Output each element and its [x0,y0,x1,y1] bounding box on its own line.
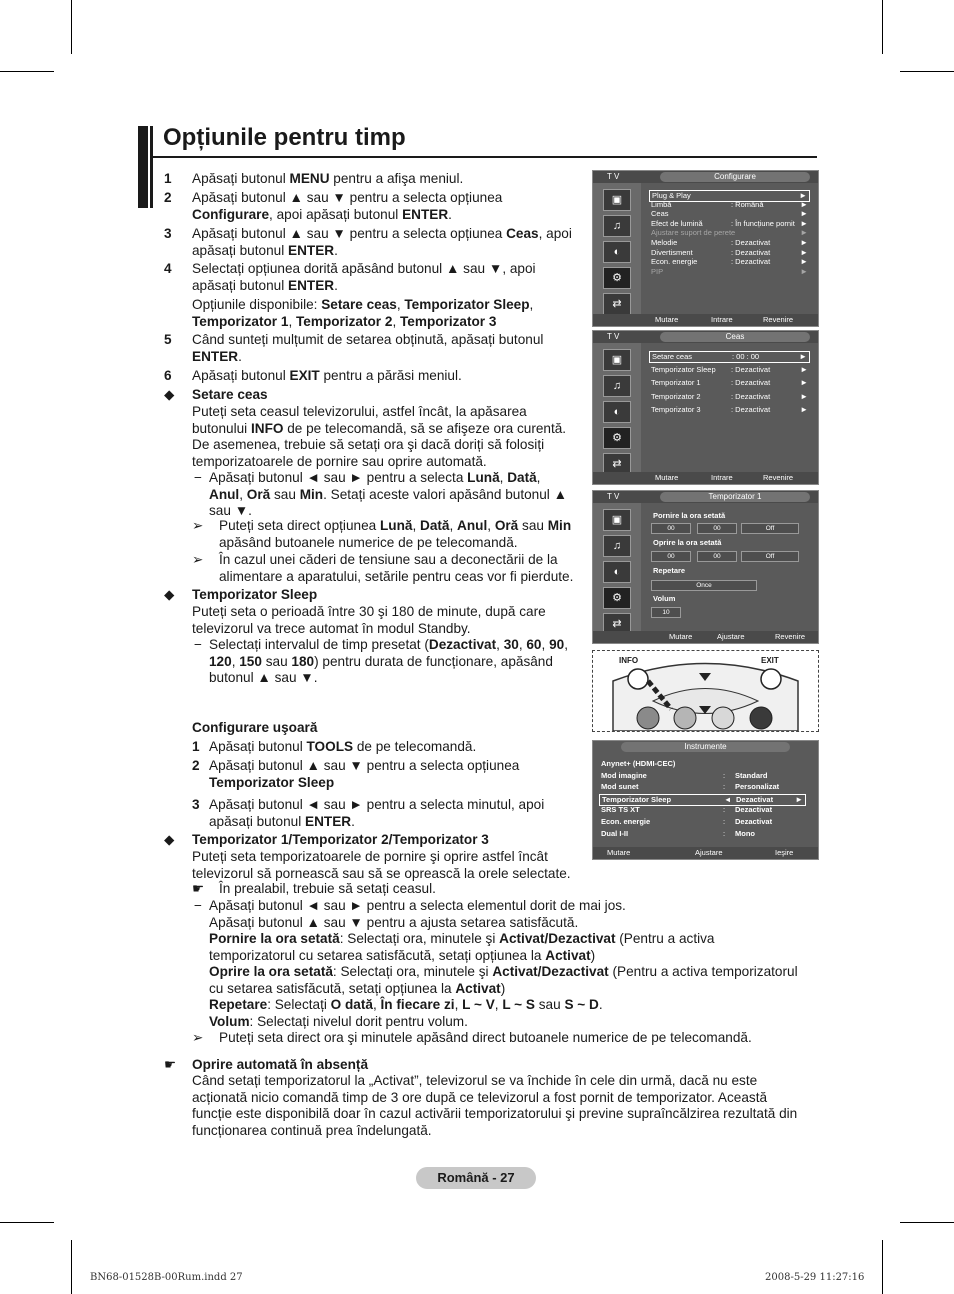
tools-row-value: Standard [735,770,768,780]
tools-row[interactable] [599,817,806,827]
section-heading: Temporizator Sleep [192,587,318,602]
tools-row-value: Dezactivat [735,817,773,826]
arrow-note-icon: ➢ [192,1030,204,1045]
menu-row-label: Temporizator 3 [651,405,701,414]
menu-row[interactable] [649,257,810,267]
note-text: În prealabil, trebuie să setați ceasul. [219,881,436,896]
arrow-right-icon: ► [795,794,803,804]
step-text: Apăsați butonul MENU pentru a afişa meniul. [192,171,464,186]
menu-title: Configurare [660,172,810,182]
sound-icon: ♫ [603,535,631,557]
volume-label: Volum [653,594,676,603]
crop-mark [0,1222,54,1223]
picture-icon: ▣ [603,349,631,371]
menu-row[interactable] [649,351,810,363]
section-body: Când setați temporizatorul la „Activat”, televizorul se va închide în cele din urmă, dacă nu este acționată nicio comandă timp de 3 ore după ce televizorul a fost pornit de temporizator. Această funcție este disponibilă doar în cazul activării temporizatorului şi previne supraîncălzirea rezultată din funcționarea continuă prea îndelungată. [192,1073,798,1138]
menu-row-label: Melodie [651,238,678,247]
tools-row[interactable] [599,759,806,769]
menu-row-label: Temporizator 2 [651,391,701,401]
menu-row-label: Temporizator 1 [651,378,701,387]
section-body: Puteți seta temporizatoarele de pornire şi oprire astfel încât televizorul să pornească sau să se oprească la orele selectate. [192,849,571,881]
return-hint: Revenire [775,632,806,641]
move-hint: Mutare [655,315,679,324]
arrow-right-icon: ► [800,209,808,219]
tools-row-label: Mod imagine [601,770,647,780]
step-number: 3 [164,226,172,241]
on-hour-field[interactable]: 00 [651,523,691,534]
arrow-right-icon: ► [800,228,808,238]
dash-text: Apăsați butonul ◄ sau ► pentru a selecta Lună, Dată, Anul, Oră sau Min. Setați aceste valori apăsând butonul ▲ sau ▼. [209,470,568,518]
move-hint: Mutare [607,848,631,857]
note-text: În cazul unei căderi de tensiune sau a deconectării de la alimentare a aparatului, setările pentru ceas vor fi pierdute. [219,552,574,584]
step-number: 6 [164,368,172,383]
menu-row-label: Ajustare suport de perete [651,228,736,238]
channel-icon: ◐ [603,241,631,263]
on-minute-field[interactable]: 00 [697,523,737,534]
step-number: 3 [192,797,200,812]
info-button-label: INFO [619,656,639,665]
step-text: Apăsați butonul ◄ sau ► pentru a selecta minutul, apoi apăsați butonul ENTER. [209,797,545,829]
note-text: Puteți seta direct ora şi minutele apăsând direct butoanele numerice de pe telecomandă. [219,1030,752,1045]
input-icon: ⇄ [603,453,631,475]
section-heading: Setare ceas [192,387,268,402]
menu-row-label: Divertisment [651,247,693,257]
return-hint: Revenire [763,473,794,482]
arrow-right-icon: ► [800,247,808,257]
repeat-label: Repetare [653,566,686,575]
off-state-field[interactable]: Off [741,551,799,562]
title-accent-bar [150,126,153,208]
sound-icon: ♫ [603,215,631,237]
diamond-bullet-icon: ◆ [164,587,175,602]
arrow-right-icon: ► [800,266,808,276]
crop-mark [71,1240,72,1294]
arrow-right-icon: ► [799,191,807,200]
title-accent-bar [138,126,148,208]
separator: : [723,805,726,815]
menu-ceas [592,330,819,485]
setup-icon: ⚙ [603,267,631,289]
adjust-hint: Ajustare [695,848,723,857]
menu-configurare [592,170,819,327]
tools-row[interactable] [599,805,806,815]
menu-instrumente [592,740,819,860]
repeat-field[interactable]: Once [651,580,757,591]
tools-row-value: Dezactivat [736,794,774,804]
menu-row-value: : Dezactivat [731,391,771,401]
arrow-right-icon: ► [800,257,808,267]
tools-row-label: Dual I-II [601,828,629,838]
menu-row-value: : În funcțiune pornit [731,218,795,228]
section-body: Puteți seta o perioadă între 30 şi 180 de minute, după care televizorul va trece automat în modul Standby. [192,604,546,636]
menu-row[interactable] [649,267,810,277]
off-minute-field[interactable]: 00 [697,551,737,562]
menu-row-value: : 00 : 00 [732,352,760,361]
title-rule [150,156,817,158]
hand-note-icon: ☛ [164,1057,177,1072]
menu-row-label: Ceas [651,209,669,219]
remote-illustration [592,650,819,732]
menu-row-value: : Dezactivat [731,405,771,414]
note-text: Puteți seta direct opțiunea Lună, Dată, Anul, Oră sau Min apăsând butoanele numerice de pe telecomandă. [219,518,572,550]
menu-title: Ceas [660,332,810,342]
menu-row[interactable] [649,365,810,375]
menu-row-value: : Dezactivat [731,378,771,387]
move-hint: Mutare [669,632,693,641]
menu-row-label: Temporizator Sleep [651,364,716,374]
step-number: 1 [192,739,200,754]
step-text: Apăsați butonul ▲ sau ▼ pentru a selecta opțiunea Ceas, apoi apăsați butonul ENTER. [192,226,572,258]
crop-mark [0,71,54,72]
move-hint: Mutare [655,473,679,482]
on-time-label: Pornire la ora setată [653,511,726,520]
arrow-right-icon: ► [800,378,808,387]
exit-button-label: EXIT [761,656,779,665]
print-date-info: 2008-5-29 11:27:16 [765,1272,865,1283]
menu-row[interactable] [649,209,810,219]
arrow-right-icon: ► [799,352,807,361]
menu-row[interactable] [649,219,810,229]
off-hour-field[interactable]: 00 [651,551,691,562]
channel-icon: ◐ [603,401,631,423]
crop-mark [900,71,954,72]
crop-mark [900,1222,954,1223]
crop-mark [71,0,72,54]
tools-row-label: Mod sunet [601,782,639,792]
tools-row-value: Dezactivat [735,805,773,815]
tools-row-label: Anynet+ (HDMI-CEC) [601,759,676,768]
tools-row-label: Econ. energie [601,817,651,826]
tools-row-value: Personalizat [735,782,780,792]
menu-row-label: Econ. energie [651,257,698,267]
sound-icon: ♫ [603,375,631,397]
menu-row-value: : Română [731,199,764,209]
channel-icon: ◐ [603,561,631,583]
arrow-right-icon: ► [800,405,808,414]
menu-row[interactable] [649,248,810,258]
menu-row-label: Efect de lumină [651,218,703,228]
tv-label: T V [607,332,620,341]
separator: : [723,770,726,780]
menu-row-value: : Dezactivat [731,257,771,267]
tv-label: T V [607,492,620,501]
step-text: Selectați opțiunea dorită apăsând butonul ▲ sau ▼, apoi apăsați butonul ENTER. [192,261,536,293]
menu-row[interactable] [649,378,810,388]
step-text: Apăsați butonul ▲ sau ▼ pentru a selecta opțiunea Temporizator Sleep [209,758,520,790]
step-text: Opțiunile disponibile: Setare ceas, Temporizator Sleep, Temporizator 1, Temporizator 2, Temporizator 3 [192,297,534,329]
menu-row[interactable] [649,200,810,210]
step-text: Apăsați butonul ▲ sau ▼ pentru a selecta opțiunea Configurare, apoi apăsați butonul ENTER. [192,190,503,222]
step-number: 2 [192,758,200,773]
menu-row-value: : Dezactivat [731,238,771,247]
arrow-right-icon: ► [800,238,808,247]
menu-row-label: PIP [651,266,664,276]
enter-hint: Intrare [711,473,733,482]
menu-row-label: Limbă [651,199,672,209]
tools-row[interactable] [599,771,806,781]
step-text: Apăsați butonul EXIT pentru a părăsi meniul. [192,368,462,383]
input-icon: ⇄ [603,293,631,315]
input-icon: ⇄ [603,613,631,635]
crop-mark [882,0,883,54]
tools-row[interactable] [599,794,806,806]
tv-label: T V [607,172,620,181]
arrow-left-icon: ◄ [724,794,732,804]
adjust-hint: Ajustare [717,632,745,641]
menu-row[interactable] [649,228,810,238]
dash-bullet: − [194,470,202,485]
section-heading: Oprire automată în absență [192,1057,369,1072]
page-title: Opțiunile pentru timp [163,124,406,151]
arrow-right-icon: ► [800,391,808,401]
picture-icon: ▣ [603,509,631,531]
arrow-right-icon: ► [800,199,808,209]
return-hint: Revenire [763,315,794,324]
crop-mark [882,1240,883,1294]
step-number: 5 [164,332,172,347]
step-text: Apăsați butonul TOOLS de pe telecomandă. [209,739,477,754]
page-number: Română - 27 [416,1167,536,1189]
separator: : [723,828,726,838]
menu-row[interactable] [649,405,810,415]
menu-title: Instrumente [621,742,790,752]
tools-row-value: Mono [735,828,755,838]
step-number: 2 [164,190,172,205]
tools-row[interactable] [599,782,806,792]
menu-title: Temporizator 1 [660,492,810,502]
dash-text: Apăsați butonul ◄ sau ► pentru a selecta elementul dorit de mai jos. Apăsați butonul ▲ sau ▼ pentru a ajusta setarea satisfăcută. Pornire la ora setată: Selectați ora, minutele şi Activat/Dezactivat (Pentru a activa temporizatorul cu setarea satisfăcută, setați opțiunea la Activat) Oprire la ora setată: Selectați ora, minutele şi Activat/Dezactivat (Pentru a activa temporizatorul cu setarea satisfăcută, setați opțiunea la Activat) Repetare: Selectați O dată, În fiecare zi, L ~ V, L ~ S sau S ~ D. Volum: Selectați nivelul dorit pentru volum. [209,898,798,1029]
dash-bullet: − [194,637,202,652]
menu-row-value: : Dezactivat [731,364,771,374]
diamond-bullet-icon: ◆ [164,387,175,402]
step-number: 4 [164,261,172,276]
setup-icon: ⚙ [603,587,631,609]
section-heading: Configurare uşoară [192,720,318,735]
dash-bullet: − [194,898,202,913]
tools-row-label: Temporizator Sleep [602,794,672,804]
menu-row-value: : Dezactivat [731,247,771,257]
menu-temporizator-1 [592,490,819,644]
menu-row[interactable] [649,392,810,402]
arrow-right-icon: ► [800,364,808,374]
arrow-right-icon: ► [800,218,808,228]
step-number: 1 [164,171,172,186]
off-time-label: Oprire la ora setată [653,538,722,547]
exit-hint: Ieşire [775,848,794,857]
dash-text: Selectați intervalul de timp presetat (Dezactivat, 30, 60, 90, 120, 150 sau 180) pentru durata de funcționare, apăsând butonul ▲ sau ▼. [209,637,568,685]
separator: : [723,817,726,826]
enter-hint: Intrare [711,315,733,324]
on-state-field[interactable]: Off [741,523,799,534]
arrow-note-icon: ➢ [192,552,204,567]
volume-field[interactable]: 10 [651,607,681,618]
picture-icon: ▣ [603,189,631,211]
section-heading: Temporizator 1/Temporizator 2/Temporizator 3 [192,832,489,847]
tools-row[interactable] [599,829,806,839]
section-body: Puteți seta ceasul televizorului, astfel încât, la apăsarea butonului INFO de pe telecomandă, să se afişeze ora curentă. De asemenea, trebuie să setați ora şi dacă doriți să folosiți temporizatoarele de pornire sau oprire automată. [192,404,567,469]
menu-row-label: Plug & Play [652,191,691,200]
arrow-note-icon: ➢ [192,518,204,533]
tools-row-label: SRS TS XT [601,805,640,815]
print-file-info: BN68-01528B-00Rum.indd 27 [90,1272,243,1283]
diamond-bullet-icon: ◆ [164,832,175,847]
step-text: Când sunteți mulțumit de setarea obținută, apăsați butonul ENTER. [192,332,544,364]
hand-note-icon: ☛ [192,881,205,896]
menu-row-label: Setare ceas [652,352,693,361]
separator: : [723,782,726,792]
setup-icon: ⚙ [603,427,631,449]
menu-row[interactable] [649,238,810,248]
